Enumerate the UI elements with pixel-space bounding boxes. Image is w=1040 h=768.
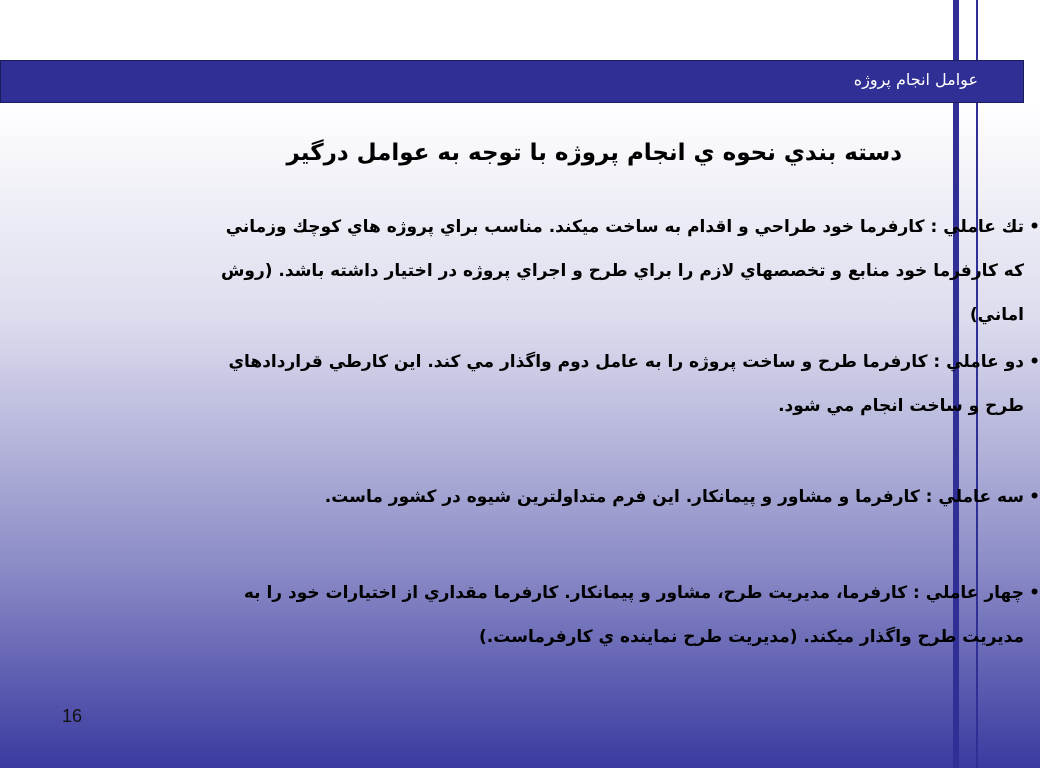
bullet-item [219, 475, 1040, 519]
bullet-dot-icon: • [1029, 217, 1040, 237]
bullet-item [219, 205, 1040, 337]
bullet-dot-icon: • [1029, 583, 1040, 603]
bullet-dot-icon: • [1029, 352, 1040, 372]
page-number: 16 [62, 706, 83, 726]
bullet-item [219, 571, 1040, 659]
bullet-text: سه عاملي : كارفرما و مشاور و پيمانكار. اين فرم متداولترين شيوه در كشور ماست. [324, 487, 1024, 507]
bullet-text: دو عاملي : كارفرما طرح و ساخت پروژه را به عامل دوم واگذار مي كند. اين كارطي قراردادهاي طرح و ساخت انجام مي شود. [228, 352, 1024, 416]
bullet-item [219, 340, 1040, 428]
bullet-text: چهار عاملي : كارفرما، مديريت طرح، مشاور و پيمانكار. كارفرما مقداري از اختيارات خود را به مديريت طرح واگذار ميكند. (مديريت طرح نماينده ي كارفرماست.) [243, 583, 1024, 647]
bullet-text: تك عاملي : كارفرما خود طراحي و اقدام به ساخت ميكند. مناسب براي پروژه هاي كوچك وزماني كه كارفرما خود منابع و تخصصهاي لازم را براي طرح و اجراي پروژه در اختيار داشته باشد. (روش اماني) [220, 217, 1024, 325]
header-title: عوامل انجام پروژه [853, 70, 978, 89]
bullet-dot-icon: • [1029, 487, 1040, 507]
slide-title: دسته بندي نحوه ي انجام پروژه با توجه به عوامل درگير [286, 140, 902, 166]
top-margin [0, 0, 1024, 60]
